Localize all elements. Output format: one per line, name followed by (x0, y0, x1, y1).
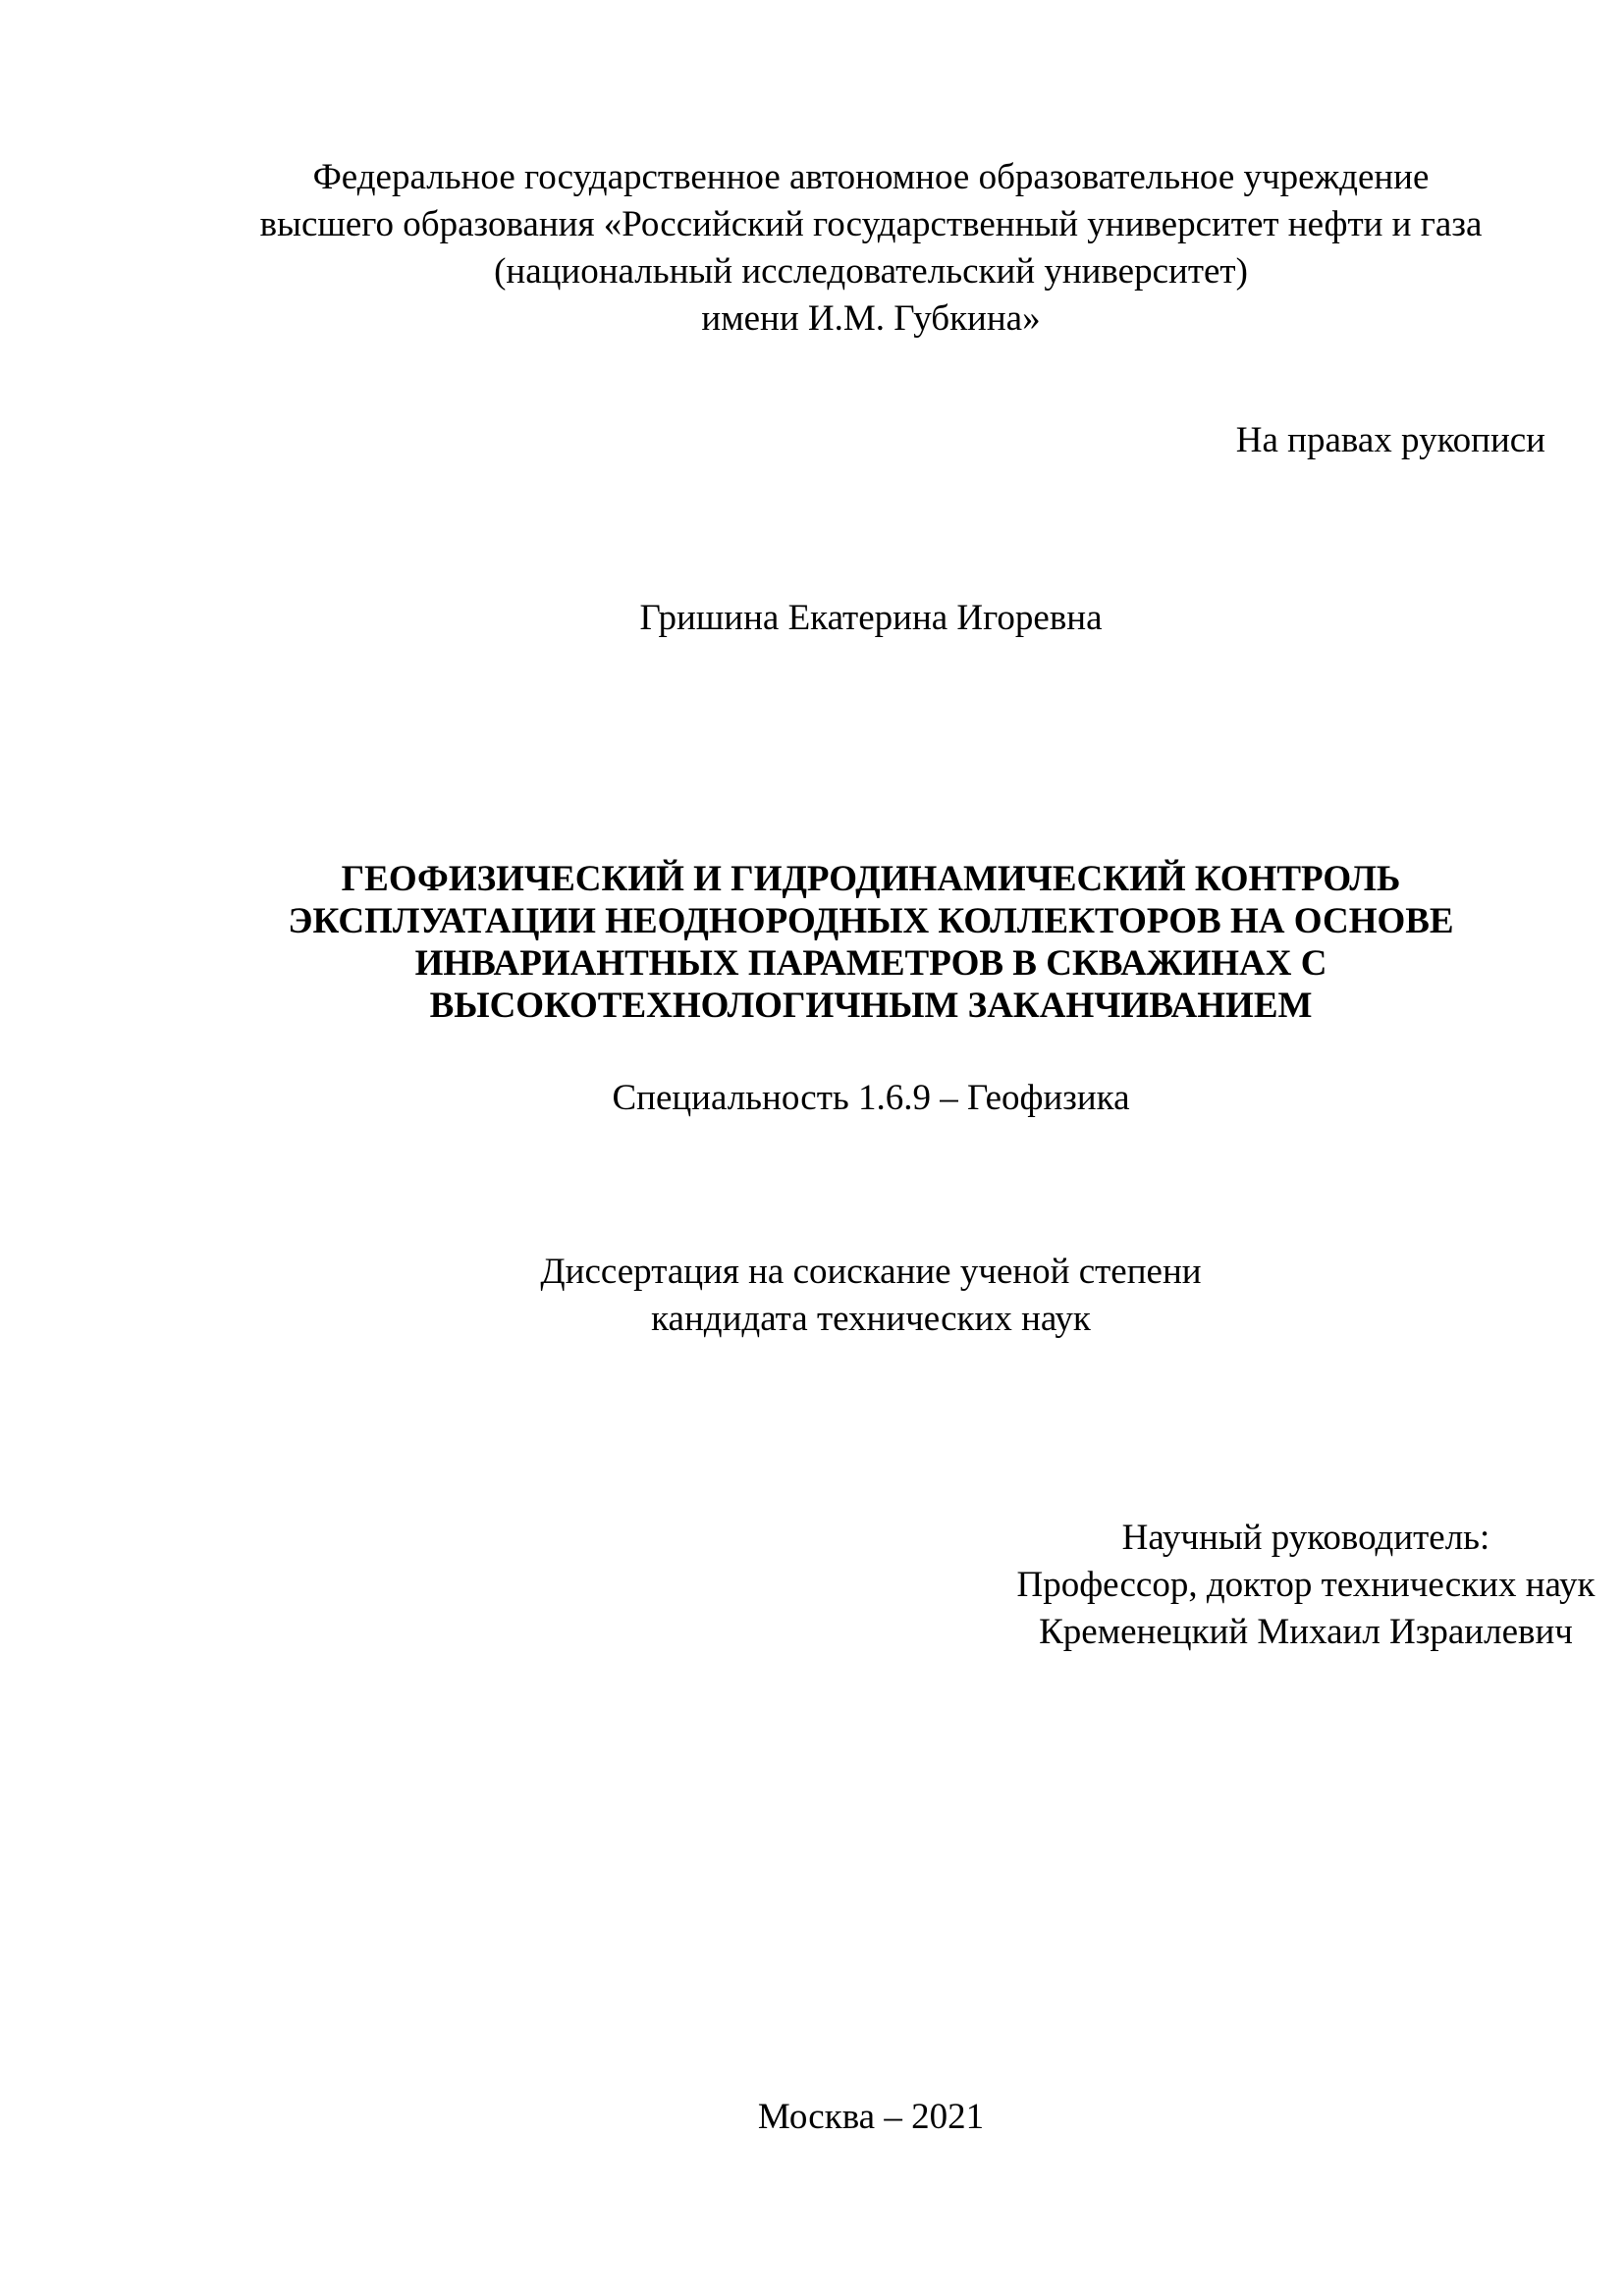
institution-line: высшего образования «Российский государственный университет нефти и газа (259, 204, 1483, 244)
manuscript-note: На правах рукописи (1235, 420, 1545, 460)
degree-line: Диссертация на соискание ученой степени (540, 1252, 1202, 1292)
institution-line: (национальный исследовательский университет) (494, 251, 1248, 292)
title-line: ВЫСОКОТЕХНОЛОГИЧНЫМ ЗАКАНЧИВАНИЕМ (429, 986, 1313, 1026)
degree-statement (59, 1249, 1624, 1343)
supervisor-block (1001, 1515, 1610, 1656)
city-year: Москва – 2021 (757, 2097, 985, 2137)
specialty: Специальность 1.6.9 – Геофизика (612, 1078, 1130, 1118)
author-name: Гришина Екатерина Игоревна (639, 598, 1103, 638)
supervisor-line: Профессор, доктор технических наук (1016, 1565, 1596, 1605)
degree-line: кандидата технических наук (651, 1299, 1091, 1339)
title-line: ЭКСПЛУАТАЦИИ НЕОДНОРОДНЫХ КОЛЛЕКТОРОВ НА ОСНОВЕ (288, 901, 1454, 941)
title-line: ГЕОФИЗИЧЕСКИЙ И ГИДРОДИНАМИЧЕСКИЙ КОНТРОЛЬ (341, 859, 1401, 899)
institution-line: имени И.М. Губкина» (701, 298, 1041, 339)
title-line: ИНВАРИАНТНЫХ ПАРАМЕТРОВ В СКВАЖИНАХ С (414, 943, 1327, 984)
supervisor-line: Кременецкий Михаил Израилевич (1039, 1612, 1573, 1652)
institution-line: Федеральное государственное автономное образовательное учреждение (312, 157, 1430, 197)
supervisor-line: Научный руководитель: (1121, 1518, 1490, 1558)
institution-name (59, 154, 1624, 343)
dissertation-title (59, 858, 1624, 1027)
